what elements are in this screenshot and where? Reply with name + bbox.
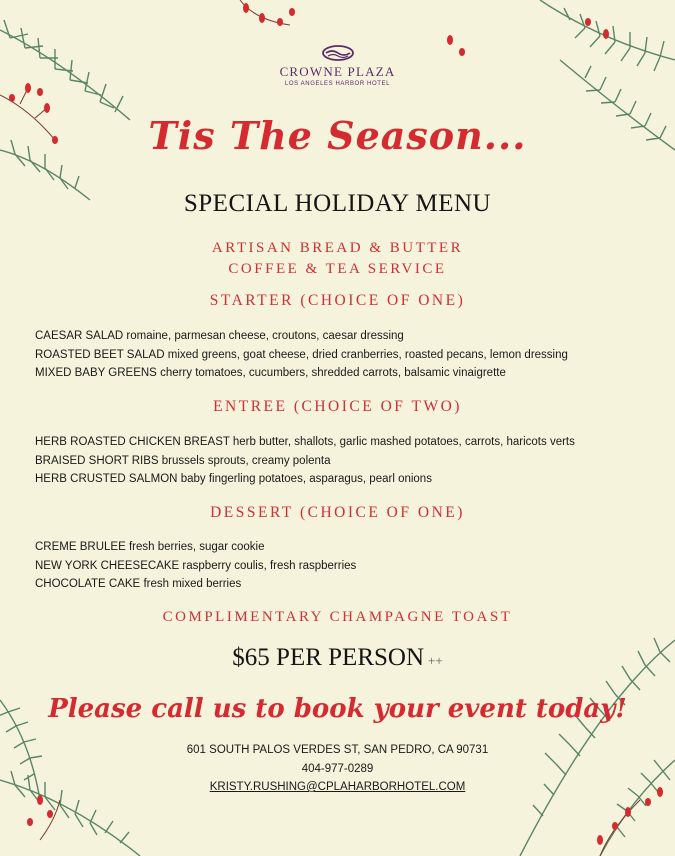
list-item bbox=[35, 557, 356, 576]
contact-email-link[interactable]: KRISTY.RUSHING@CPLAHARBORHOTEL.COM bbox=[209, 781, 466, 793]
crowne-plaza-logo-icon bbox=[321, 44, 355, 62]
item-name: BRAISED SHORT RIBS bbox=[35, 454, 159, 467]
intro-line: COFFEE & TEA SERVICE bbox=[228, 261, 447, 277]
item-name: HERB CRUSTED SALMON bbox=[35, 473, 178, 485]
price-line bbox=[0, 644, 675, 672]
item-name: ROASTED BEET SALAD bbox=[35, 348, 165, 361]
list-item bbox=[35, 433, 575, 452]
contact-address: 601 SOUTH PALOS VERDES ST, SAN PEDRO, CA 90731 bbox=[186, 744, 489, 756]
item-desc: mixed greens, goat cheese, dried cranberries, roasted pecans, lemon dressing bbox=[167, 348, 568, 361]
contact-phone[interactable]: 404-977-0289 bbox=[301, 762, 374, 775]
list-item bbox=[35, 364, 568, 383]
hotel-logo bbox=[0, 44, 675, 87]
item-desc: baby fingerling potatoes, asparagus, pearl onions bbox=[180, 473, 432, 485]
list-item bbox=[35, 538, 356, 557]
page-title: Tis The Season... bbox=[148, 113, 527, 158]
section-heading-entree: ENTREE (CHOICE OF TWO) bbox=[213, 398, 462, 415]
list-item bbox=[35, 470, 575, 489]
entree-list bbox=[35, 433, 575, 489]
list-item bbox=[35, 575, 356, 594]
starter-list bbox=[35, 327, 568, 383]
item-name: NEW YORK CHEESECAKE bbox=[35, 559, 180, 572]
list-item bbox=[35, 452, 575, 471]
menu-heading: SPECIAL HOLIDAY MENU bbox=[183, 190, 492, 217]
item-desc: cherry tomatoes, cucumbers, shredded carrots, balsamic vinaigrette bbox=[160, 367, 506, 379]
item-desc: brussels sprouts, creamy polenta bbox=[161, 454, 331, 467]
item-desc: fresh berries, sugar cookie bbox=[128, 541, 265, 553]
champagne-toast: COMPLIMENTARY CHAMPAGNE TOAST bbox=[162, 609, 513, 625]
price-amount: $65 PER PERSON bbox=[232, 644, 425, 671]
item-desc: raspberry coulis, fresh raspberries bbox=[182, 559, 357, 572]
list-item bbox=[35, 346, 568, 365]
call-to-action: Please call us to book your event today! bbox=[48, 694, 627, 724]
section-heading-starter: STARTER (CHOICE OF ONE) bbox=[209, 292, 466, 309]
dessert-list bbox=[35, 538, 356, 594]
price-suffix: ++ bbox=[428, 653, 443, 668]
contact-info bbox=[0, 741, 675, 797]
item-desc: herb butter, shallots, garlic mashed potatoes, carrots, haricots verts bbox=[232, 436, 575, 448]
item-name: HERB ROASTED CHICKEN BREAST bbox=[35, 436, 230, 448]
hotel-location: LOS ANGELES HARBOR HOTEL bbox=[284, 81, 391, 87]
item-desc: fresh mixed berries bbox=[143, 578, 242, 590]
section-heading-dessert: DESSERT (CHOICE OF ONE) bbox=[210, 504, 465, 521]
intro-line: ARTISAN BREAD & BUTTER bbox=[211, 240, 464, 256]
item-name: CHOCOLATE CAKE bbox=[35, 578, 141, 590]
item-desc: romaine, parmesan cheese, croutons, caesar dressing bbox=[126, 330, 404, 342]
hotel-brand-name: CROWNE PLAZA bbox=[279, 64, 396, 79]
item-name: CAESAR SALAD bbox=[35, 330, 124, 342]
item-name: MIXED BABY GREENS bbox=[35, 367, 157, 379]
list-item bbox=[35, 327, 568, 346]
item-name: CREME BRULEE bbox=[35, 541, 126, 553]
intro-lines bbox=[0, 238, 675, 280]
